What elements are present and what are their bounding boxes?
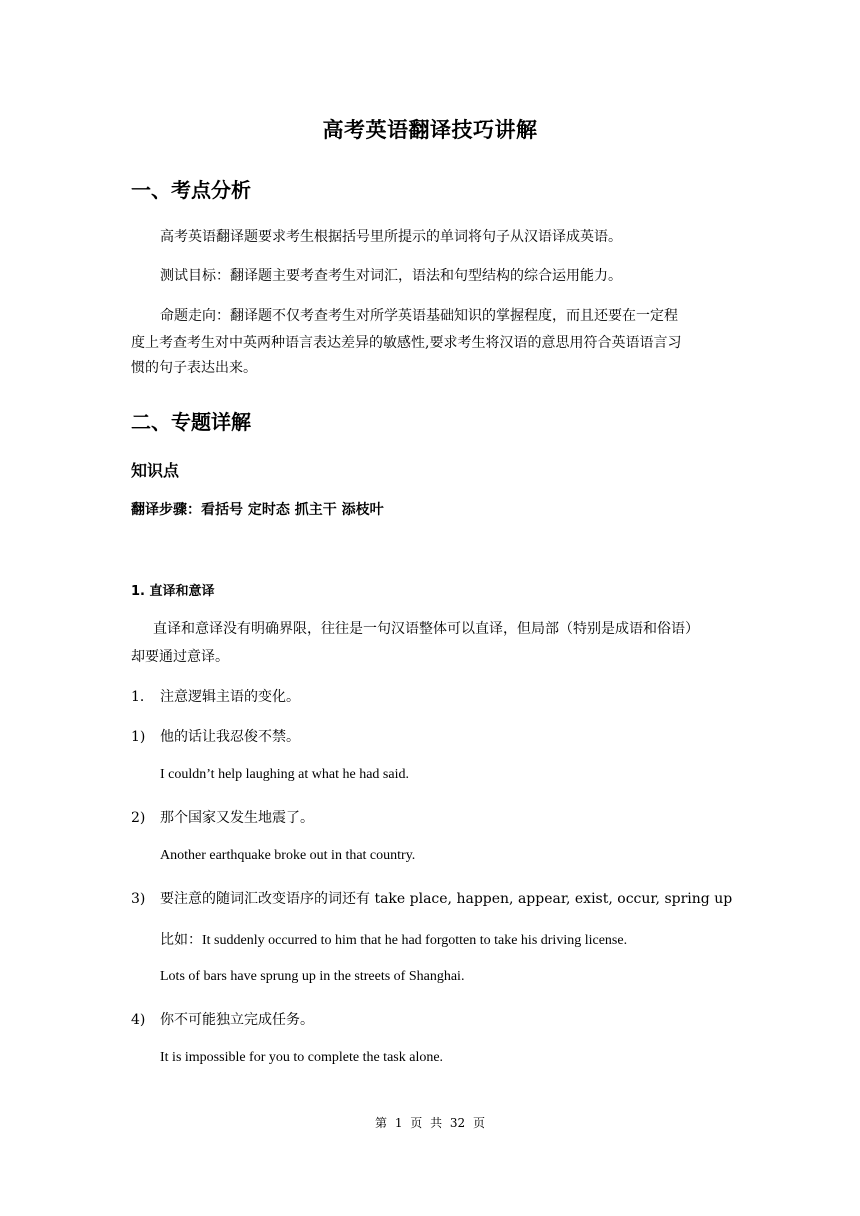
item-english: Another earthquake broke out in that country. — [160, 848, 416, 863]
list-item — [131, 807, 314, 827]
paragraph-trend-line1: 命题走向：翻译题不仅考查考生对所学英语基础知识的掌握程度，而且还要在一定程 — [160, 308, 678, 324]
item-chinese: 他的话让我忍俊不禁。 — [160, 729, 300, 745]
section-heading-analysis: 一、考点分析 — [131, 178, 251, 202]
section-heading-details: 二、专题详解 — [131, 410, 251, 434]
knowledge-point-heading: 知识点 — [131, 461, 180, 480]
point-logical-subject — [131, 686, 300, 706]
paragraph-literal-line1: 直译和意译没有明确界限，往往是一句汉语整体可以直译，但局部（特别是成语和俗语） — [153, 621, 699, 637]
item-english: Lots of bars have sprung up in the streets of Shanghai. — [160, 969, 465, 984]
point-number: 1． — [131, 689, 154, 705]
document-title: 高考英语翻译技巧讲解 — [322, 118, 538, 142]
paragraph-trend-line2: 度上考查考生对中英两种语言表达差异的敏感性,要求考生将汉语的意思用符合英语语言习 — [131, 335, 682, 351]
paragraph-test-goal: 测试目标：翻译题主要考查考生对词汇，语法和句型结构的综合运用能力。 — [160, 268, 622, 284]
item-number: 4) — [131, 1012, 146, 1028]
item-english: I couldn’t help laughing at what he had said. — [160, 767, 409, 782]
paragraph-trend-line3: 惯的句子表达出来。 — [131, 360, 257, 376]
item-english: It is impossible for you to complete the task alone. — [160, 1050, 444, 1065]
paragraph-literal-line2: 却要通过意译。 — [131, 649, 229, 665]
point-text: 注意逻辑主语的变化。 — [160, 689, 300, 705]
translation-steps: 翻译步骤：看括号 定时态 抓主干 添枝叶 — [131, 502, 384, 518]
list-item — [131, 888, 732, 908]
item-chinese: 那个国家又发生地震了。 — [160, 810, 314, 826]
subsection-heading-literal-free: 1. 直译和意译 — [131, 584, 215, 599]
item-chinese: 你不可能独立完成任务。 — [160, 1012, 314, 1028]
page-footer: 第 1 页 共 32 页 — [375, 1116, 485, 1130]
item-number: 1) — [131, 729, 146, 745]
list-item — [131, 726, 300, 746]
item-number: 3) — [131, 891, 146, 907]
list-item — [131, 1009, 314, 1029]
item-english: 比如：It suddenly occurred to him that he had forgotten to take his driving license. — [160, 933, 628, 948]
paragraph-requirement: 高考英语翻译题要求考生根据括号里所提示的单词将句子从汉语译成英语。 — [160, 229, 622, 245]
item-chinese: 要注意的随词汇改变语序的词还有 take place, happen, appear, exist, occur, spring up — [160, 891, 733, 907]
item-number: 2) — [131, 810, 146, 826]
